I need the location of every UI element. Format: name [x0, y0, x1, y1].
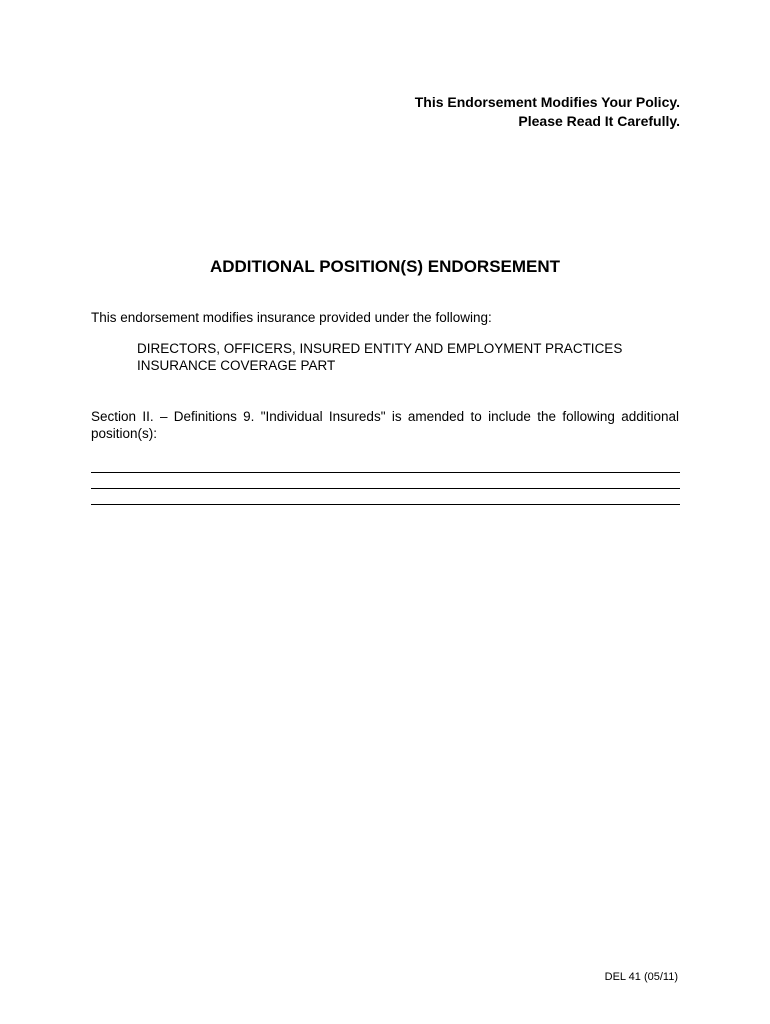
notice-line-1: This Endorsement Modifies Your Policy.: [414, 94, 680, 110]
fill-in-line-2[interactable]: [91, 488, 680, 489]
policy-notice: [415, 93, 680, 131]
fill-in-line-1[interactable]: [91, 472, 680, 473]
notice-line-2: Please Read It Carefully.: [518, 113, 680, 129]
form-code: DEL 41 (05/11): [604, 971, 678, 983]
coverage-line-1: DIRECTORS, OFFICERS, INSURED ENTITY AND EMPLOYMENT PRACTICES: [137, 341, 623, 356]
fill-in-line-3[interactable]: [91, 504, 680, 505]
coverage-part: [137, 340, 622, 374]
coverage-line-2: INSURANCE COVERAGE PART: [137, 358, 336, 373]
document-title: ADDITIONAL POSITION(S) ENDORSEMENT: [209, 257, 561, 276]
intro-text: This endorsement modifies insurance provided under the following:: [91, 310, 492, 325]
section-amendment-text: Section II. – Definitions 9. "Individual Insureds" is amended to include the following additional position(s):: [91, 409, 679, 441]
